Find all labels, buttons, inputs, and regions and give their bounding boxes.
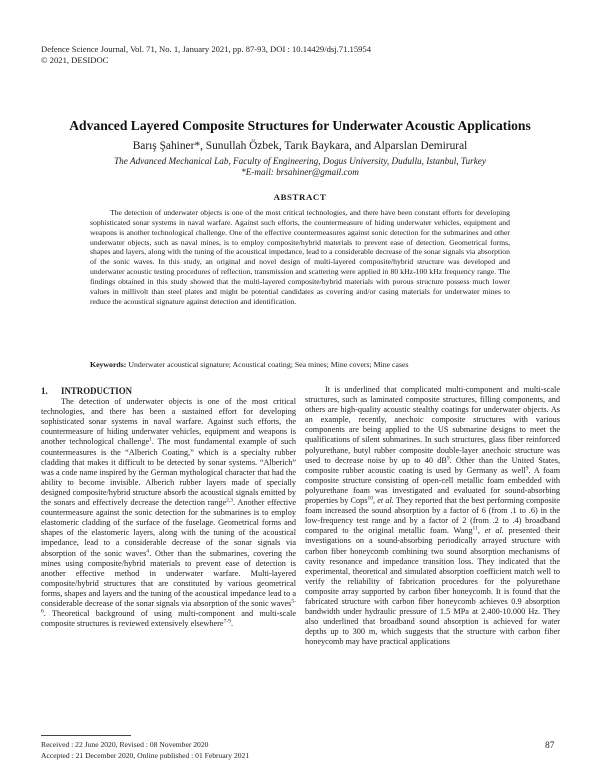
page-number: 87 [545,741,555,751]
text-run: . A foam composite structure consisting of open-cell metallic foam embedded with polyurethane foam was investigated and evaluated for sound-absorbing properties by Cops [305,465,561,506]
right-column [305,385,560,647]
abstract-heading: ABSTRACT [273,192,327,202]
citation-ref: 2,3 [226,497,233,504]
italic-text: et al. [377,496,394,506]
citation-ref: 10 [367,495,374,502]
citation-ref: 1 [149,436,152,443]
text-run: , [373,496,378,506]
citation-ref: 5-6 [41,598,296,615]
text-run: The detection of underwater objects is one of the most critical technologies, and there has been a sustained effort for developing sophisticated sonar systems in naval warfare. Against such efforts, the countermeasure of hiding underwater vehicles, equipment and weapons is another technological challenge [41,397,296,447]
text-run: . Another effective countermeasure against the sonic detection for the submarines is to employ elastomeric cladding of the surface of the fuselage. Geometrical forms and shapes of the elastomeric layers, along with the tuning of the acoustical impedance, lead to a considerable decrease of the sonar signals via absorption of the sonic waves [41,498,297,558]
text-run: . Other than the United States, composite rubber acoustic coating is used by Germany as well [305,455,561,475]
received-date: Received : 22 June 2020, Revised : 08 November 2020 [41,740,209,749]
section-heading [41,386,296,396]
author-list: Barış Şahiner*, Sunullah Özbek, Tarık Baykara, and Alparslan Demirural [132,140,468,152]
citation-ref: 11 [472,525,478,532]
citation-ref: 7-9 [223,618,231,625]
citation-line: Defence Science Journal, Vol. 71, No. 1, January 2021, pp. 87-93, DOI : 10.14429/dsj.71.15954 [41,44,372,54]
text-run: presented their investigations on a sound-absorbing periodically arrayed structure with carbon fiber honeycomb combining two sound absorption mechanisms of cavity resonance and impedance transition loss. They indicated that the experimental, theoretical and simulated absorption coefficient match well to verify the reliability of fabrication procedures for the polyurethane composite array supported by carbon fiber honeycomb. It is found that the fabricated structure with carbon fiber honeycomb achieves 0.9 absorption bandwidth under hydraulic pressure of 1.5 MPa at 2.400-10.000 Hz. They also underlined that broadband sound absorption is achieved for water depths up to 300 m, which suggests that the structure with carbon fiber honeycomb may have practical applications [305,526,561,647]
accepted-date: Accepted : 21 December 2020, Online published : 01 February 2021 [41,750,250,760]
keywords-list: Underwater acoustical signature; Acoustical coating; Sea mines; Mine covers; Mine cases [128,360,409,369]
author-email: *E-mail: brsahiner@gmail.com [241,167,359,177]
section-title: INTRODUCTION [61,386,133,396]
text-run: It is underlined that complicated multi-component and multi-scale structures, such as laminated composite structures, filling components, and others are high-quality acoustic stealthy coatings for underwater objects. As an example, recently, anechoic composite structures with various components are being applied to the US submarine designs to meet the qualifications of silent submarines. In such structures, glass fiber reinforced polyurethane, butyl rubber composite double-layer anechoic structure was used to decrease noise by up to 40 dB [305,385,560,465]
paper-title: Advanced Layered Composite Structures for Underwater Acoustic Applications [69,118,531,133]
abstract-text: The detection of underwater objects is one of the most critical technologies, and there have been constant efforts for developing sophisticated sonar systems in naval warfare. Against such efforts, the countermeasure of hiding underwater vehicles, equipment and weapons is another technological challenge. One of the effective countermeasures against sonic detection for the submarines and other underwater objects, such as naval mines, is to employ composite/hybrid materials to prevent ease of detection. Geometrical forms, shapes and layers, along with the tuning of the acoustical impedance, lead to a considerable decrease of the sonar signals via absorption of the sonic waves. In this study, an original and novel design of multi-layered composite/hybrid structure was developed and underwater acoustic testing procedures of reflection, transmission and scattering were applied in 80 kHz-100 kHz frequency range. The findings obtained in this study showed that the multi-layered composite/hybrid materials with porous structure possess much lower values in millivolt than steel plates and might be potential candidates as covering and/or casing materials for underwater mines to reduce the acoustical signature against detection and identification. [90,208,510,306]
citation-ref: 4 [146,547,150,554]
citation-ref: 9 [525,465,529,471]
copyright-line: © 2021, DESIDOC [41,55,109,65]
affiliation: The Advanced Mechanical Lab, Faculty of Engineering, Dogus University, Dudullu, Istanbul, Turkey [114,156,486,166]
text-run: . Other than the submarines, covering the mines using composite/hybrid materials to prevent ease of detection is another effective method in underwater warfare. Multi-layered composite/hybrid structures that are constituted by various geometrical forms, shapes and layers and the tuning of the acoustical impedance lead to a considerable decrease of the sonar signals via absorption of the sonic waves [41,548,297,608]
keywords-label: Keywords: [90,360,127,369]
citation-ref: 9 [446,454,450,461]
keywords [90,360,520,369]
received-info [41,740,249,761]
text-run: , [477,526,485,536]
text-run: . The most fundamental example of such countermeasures is the “Alberich Coating,” which is a specialty rubber cladding that makes it difficult to be detected by sonar systems. “Alberich” was a code name inspired by the German mythological character that had the ability to become invisible. Alberich rubber layers made of specially designed composite/hybrid structure absorb the acoustical signals emitted by the sonars and effectively decrease the detection range [41,437,296,508]
text-run: . Theoretical background of using multi-component and multi-scale composite structures is reviewed extensively elsewhere [41,609,296,629]
text-run: They reported that the best performing composite foam increased the sound absorption by a factor of 6 (from .1 to .6) in the low-frequency test range and by a factor of 2 (from .2 to .4) broadband compared to the original metallic foam. Wang [305,496,561,536]
text-run: . [230,619,233,629]
intro-paragraph-left [41,397,296,629]
intro-paragraph-right [305,385,560,647]
footnote-rule [41,735,131,736]
italic-text: et al. [484,526,504,536]
section-number: 1. [41,386,48,396]
left-column [41,386,296,629]
journal-header [41,44,371,66]
